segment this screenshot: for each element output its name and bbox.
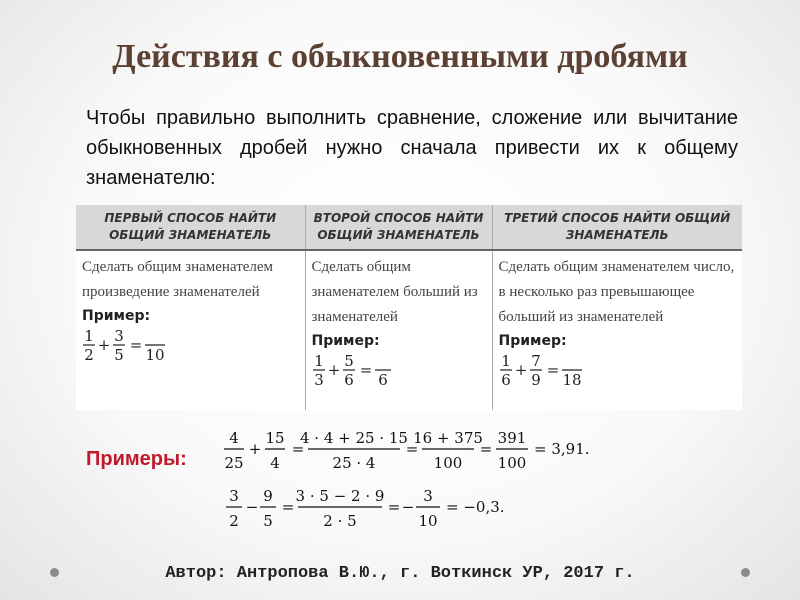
svg-text:6: 6 [343,371,354,388]
intro-text: Чтобы правильно выполнить сравнение, сложение или вычитание обыкновенных дробей нужно сначала привести их к общему знаменателю: [86,107,738,189]
svg-text:=: = [129,336,143,354]
svg-text:= −0,3.: = −0,3. [446,498,505,516]
method-2-description: Сделать общим знаменателем больший из знаменателей [311,259,478,325]
svg-text:4: 4 [229,429,239,447]
svg-text:=: = [291,440,305,458]
table-header-method-1: ПЕРВЫЙ СПОСОБ НАЙТИ ОБЩИЙ ЗНАМЕНАТЕЛЬ [76,205,305,250]
slide-title: Действия с обыкновенными дробями [112,38,688,75]
method-3-description: Сделать общим знаменателем число, в несколько раз превышающее больший из знаменателей [498,259,735,325]
method-3-example-formula [499,352,737,397]
denominator-methods-table [76,205,742,410]
svg-text:4 · 4 + 25 · 15: 4 · 4 + 25 · 15 [300,429,408,447]
method-2-example-label: Пример: [311,333,380,349]
svg-text:1: 1 [313,352,324,370]
svg-text:2: 2 [84,346,94,363]
svg-text:5: 5 [263,512,273,530]
svg-text:5: 5 [114,346,124,363]
svg-text:10: 10 [418,512,438,530]
svg-text:15: 15 [265,429,285,447]
example-equation-1 [222,425,622,480]
svg-text:2: 2 [229,512,239,530]
svg-text:6: 6 [500,371,511,388]
method-3-example-label: Пример: [498,333,567,349]
svg-text:+: + [514,361,527,379]
svg-text:3: 3 [313,371,324,388]
svg-text:=: = [405,440,419,458]
example-equation-2 [222,483,622,538]
svg-text:9: 9 [530,371,541,388]
svg-text:=: = [387,498,401,516]
table-header-method-3: ТРЕТИЙ СПОСОБ НАЙТИ ОБЩИЙ ЗНАМЕНАТЕЛЬ [492,205,742,250]
svg-text:1: 1 [84,327,94,345]
svg-text:25: 25 [224,454,244,472]
svg-text:3: 3 [423,487,433,505]
examples-label: Примеры: [86,448,187,470]
author-footer: Автор: Антропова В.Ю., г. Воткинск УР, 2017 г. [165,564,635,583]
svg-text:+: + [248,440,262,458]
svg-text:2 · 5: 2 · 5 [323,512,357,530]
method-1-description: Сделать общим знаменателем произведение знаменателей [82,259,274,300]
svg-text:100: 100 [497,454,527,472]
table-cell-method-2 [305,250,492,410]
svg-text:1: 1 [500,352,511,370]
svg-text:3 · 5 − 2 · 9: 3 · 5 − 2 · 9 [295,487,385,505]
svg-text:4: 4 [270,454,280,472]
svg-text:=: = [281,498,295,516]
svg-text:3: 3 [114,327,124,345]
svg-text:3: 3 [229,487,239,505]
svg-text:=: = [359,361,372,379]
svg-text:5: 5 [343,352,354,370]
svg-text:= 3,91.: = 3,91. [534,440,590,458]
svg-text:+: + [97,336,111,354]
svg-text:−: − [245,498,259,516]
method-1-example-formula [82,327,299,372]
svg-text:25 · 4: 25 · 4 [332,454,376,472]
svg-text:=: = [479,440,493,458]
svg-text:9: 9 [263,487,273,505]
svg-text:100: 100 [433,454,463,472]
svg-text:−: − [401,498,415,516]
svg-text:=: = [546,361,559,379]
svg-text:6: 6 [377,371,388,388]
table-cell-method-3 [492,250,742,410]
svg-text:+: + [327,361,340,379]
method-1-example-label: Пример: [82,308,151,324]
svg-text:391: 391 [497,429,527,447]
method-2-example-formula [312,352,486,397]
svg-text:10: 10 [145,346,165,363]
table-header-method-2: ВТОРОЙ СПОСОБ НАЙТИ ОБЩИЙ ЗНАМЕНАТЕЛЬ [305,205,492,250]
bullet-dot-icon [741,568,750,577]
svg-text:7: 7 [530,352,541,370]
svg-text:18: 18 [561,371,582,388]
table-cell-method-1 [76,250,305,410]
svg-text:16 + 375: 16 + 375 [413,429,483,447]
